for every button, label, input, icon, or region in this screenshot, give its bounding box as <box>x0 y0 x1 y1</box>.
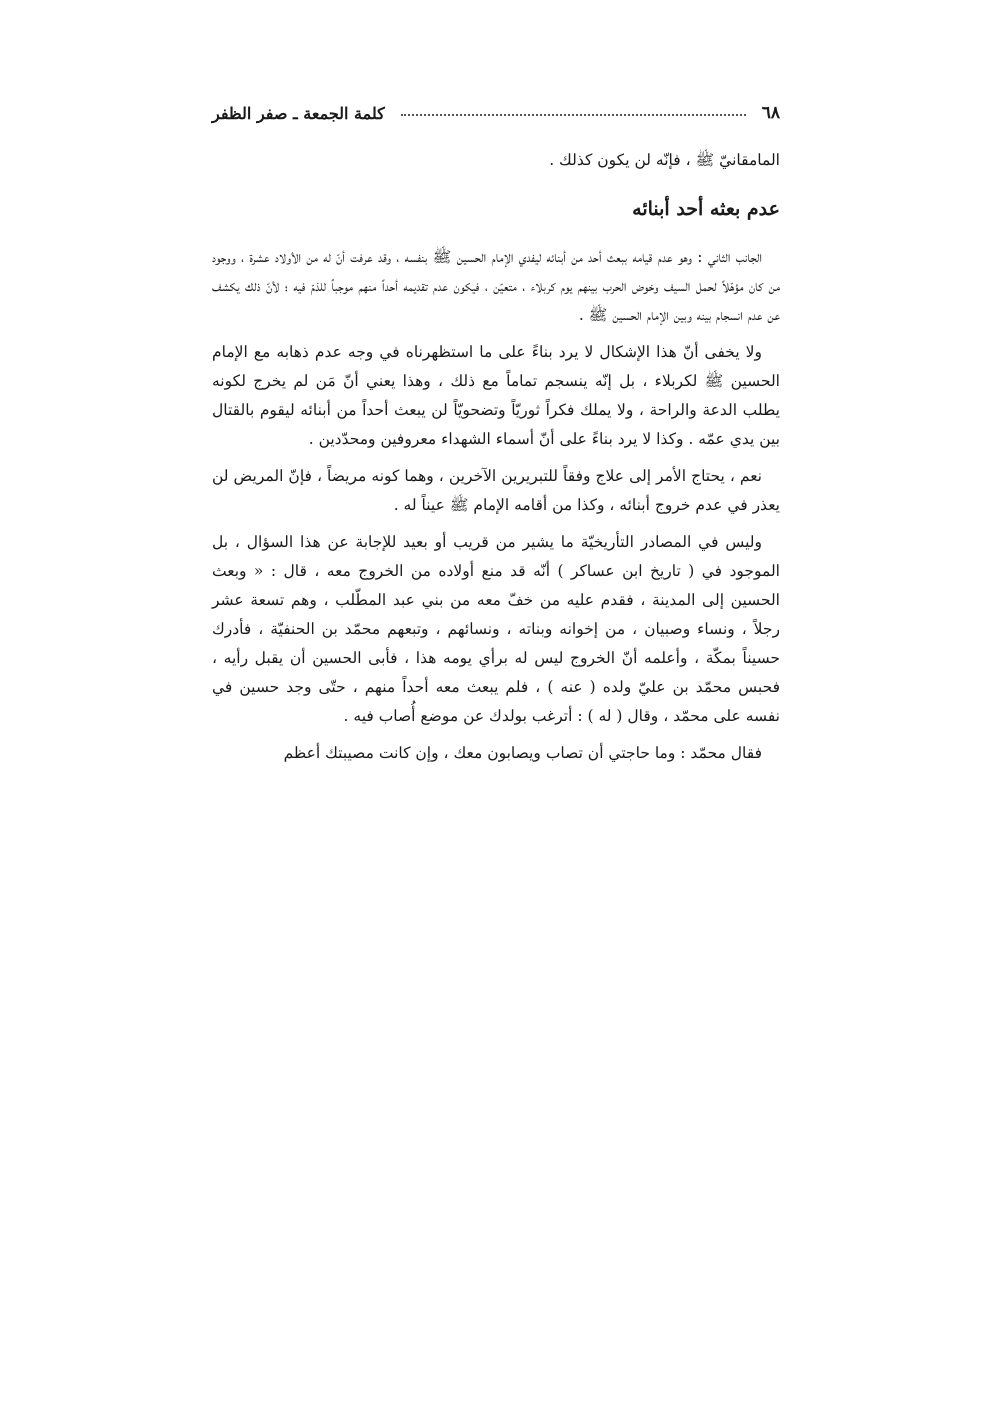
page-number: ٦٨ <box>761 103 780 123</box>
book-title: كلمة الجمعة ـ صفر الظفر <box>212 103 385 123</box>
book-page <box>212 96 780 776</box>
header-dotted-rule <box>401 114 746 116</box>
paragraph: نعم ، يحتاج الأمر إلى علاج وفقاً للتبريرين الآخرين ، وهما كونه مريضاً ، فإنّ المريض لن يعذر في عدم خروج أبنائه ، وكذا من أقامه الإمام ﷺ عيناً له . <box>212 467 780 514</box>
paragraph: ولا يخفى أنّ هذا الإشكال لا يرد بناءً على ما استظهرناه في وجه عدم ذهابه مع الإمام الحسين ﷺ لكربلاء ، بل إنّه ينسجم تماماً مع ذلك ، وهذا يعني أنّ مَن لم يخرج لكونه يطلب الدعة والراحة ، ولا يملك فكراً ثوريّاً وتضحويّاً لن يبعث أحداً من أبنائه ليقوم بالقتال بين يدي عمّه . وكذا لا يرد بناءً على أنّ أسماء الشهداء معروفين ومحدّدين . <box>212 343 780 448</box>
paragraph: فقال محمّد : وما حاجتي أن تصاب ويصابون معك ، وإن كانت مصيبتك أعظم <box>283 744 762 762</box>
paragraph: الجانب الثاني : وهو عدم قيامه ببعث أحد من أبنائه ليفدي الإمام الحسين ﷺ بنفسه ، وقد عرفت أنّ له من الأولاد عشرة ، ووجود من كان مؤهّلاً لحمل السيف وخوض الحرب بينهم يوم كربلاء ، متعيّن ، فيكون عدم تقديمه أحداً منهم موجباً للذمّ فيه ؛ لأنّ ذلك يكشف عن عدم انسجام بينه وبين الإمام الحسين ﷺ . <box>212 248 780 324</box>
opening-line: المامقانيّ ﷺ ، فإنّه لن يكون كذلك . <box>549 151 780 169</box>
section-heading: عدم بعثه أحد أبنائه <box>632 198 780 220</box>
running-header <box>212 96 780 130</box>
paragraph: وليس في المصادر التأريخيّة ما يشير من قريب أو بعيد للإجابة عن هذا السؤال ، بل الموجود في ( تاريخ ابن عساكر ) أنّه قد منع أولاده من الخروج معه ، قال : « وبعث الحسين إلى المدينة ، فقدم عليه من خفّ معه من بني عبد المطّلب ، وهم تسعة عشر رجلاً ، ونساء وصبيان ، من إخوانه وبناته ، ونسائهم ، وتبعهم محمّد بن الحنفيّة ، فأدرك حسيناً بمكّة ، وأعلمه أنّ الخروج ليس له برأي يومه هذا ، فأبى الحسين أن يقبل رأيه ، فحبس محمّد بن عليّ ولده ( عنه ) ، فلم يبعث معه أحداً منهم ، حتّى وجد حسين في نفسه على محمّد ، وقال ( له ) : أترغب بولدك عن موضع أُصاب فيه . <box>212 533 780 725</box>
page-content <box>212 146 780 768</box>
